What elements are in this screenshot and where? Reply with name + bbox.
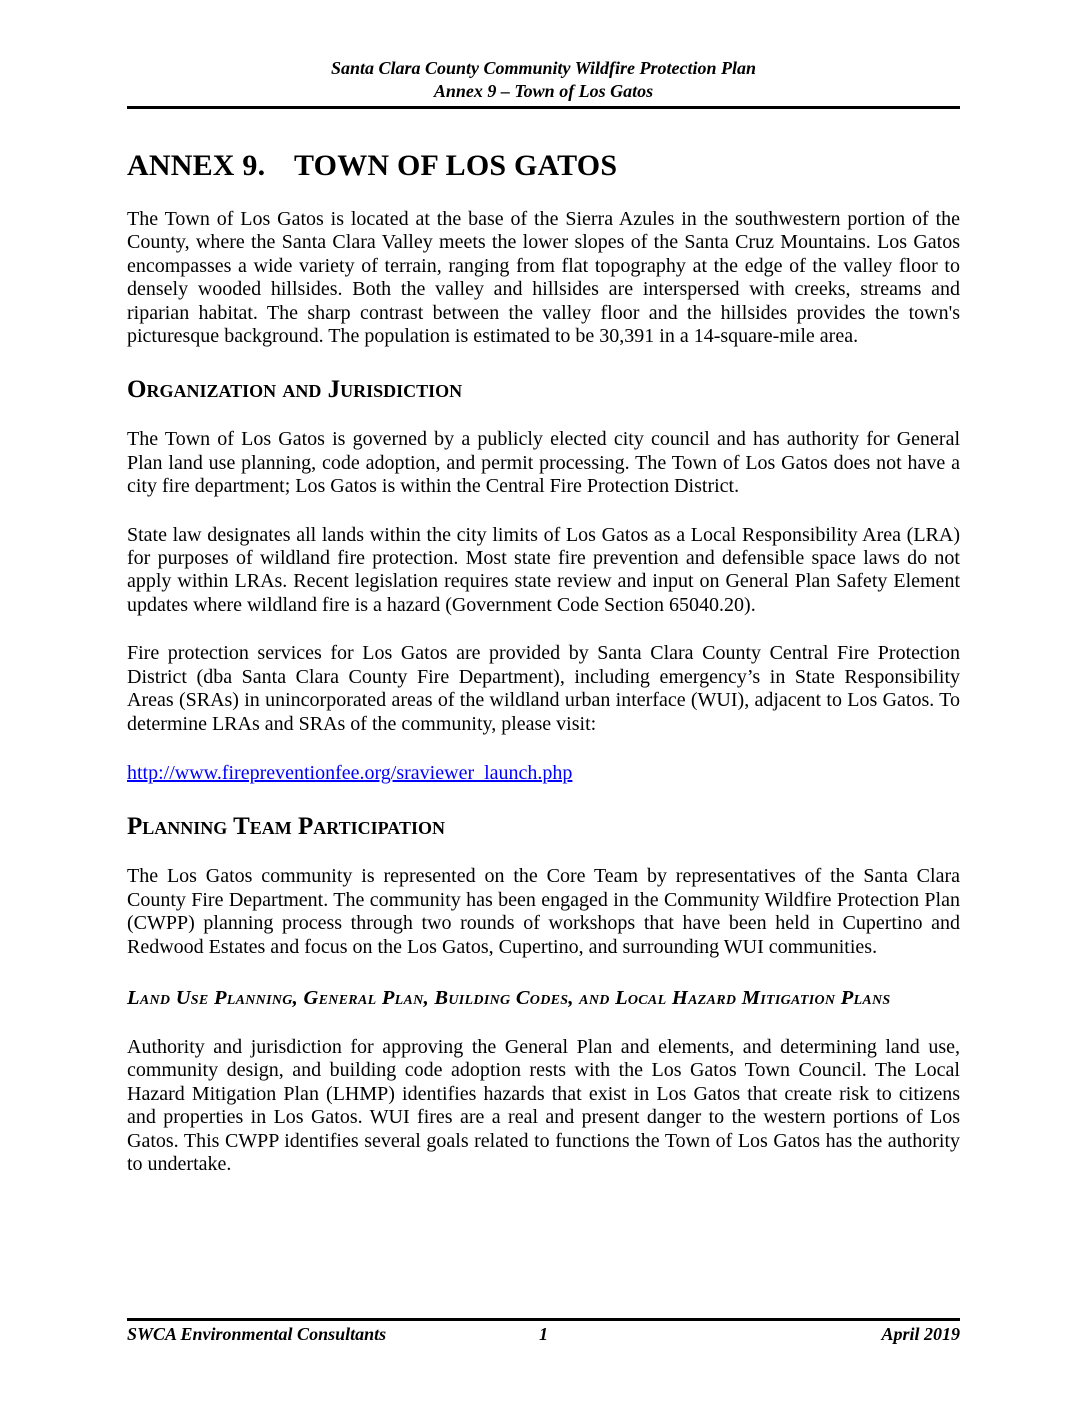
annex-title-text: TOWN OF LOS GATOS: [294, 149, 618, 182]
page-content: [127, 0, 960, 1176]
land-use-paragraph-1: Authority and jurisdiction for approving the General Plan and elements, and determining land use, community design, and building code adoption rests with the Los Gatos Town Council. The Local Hazard Mitigation Plan (LHMP) identifies hazards that exist in Los Gatos that create risk to citizens and properties in Los Gatos. WUI fires are a real and present danger to the western portions of Los Gatos. This CWPP identifies several goals related to functions the Town of Los Gatos has the authority to undertake.: [127, 1035, 960, 1175]
organization-paragraph-2: State law designates all lands within the city limits of Los Gatos as a Local Responsibility Area (LRA) for purposes of wildland fire protection. Most state fire prevention and defensible space laws do not apply within LRAs. Recent legislation requires state review and input on General Plan Safety Element updates where wildland fire is a hazard (Government Code Section 65040.20).: [127, 523, 960, 616]
header-line-2: Annex 9 – Town of Los Gatos: [433, 81, 654, 101]
page-header: [127, 0, 960, 109]
planning-paragraph-1: The Los Gatos community is represented on the Core Team by representatives of the Santa Clara County Fire Department. The community has been engaged in the Community Wildfire Protection Plan (CWPP) planning process through two rounds of workshops that have been held in Cupertino and Redwood Estates and focus on the Los Gatos, Cupertino, and surrounding WUI communities.: [127, 865, 960, 958]
sra-viewer-link[interactable]: http://www.firepreventionfee.org/sraviewer_launch.php: [127, 761, 573, 784]
section-heading-planning-team-participation: Planning Team Participation: [127, 813, 445, 841]
sra-viewer-link-line: [127, 762, 960, 785]
annex-title: [127, 149, 960, 183]
organization-paragraph-3: Fire protection services for Los Gatos are provided by Santa Clara County Central Fire Protection District (dba Santa Clara County Fire Department), including emergency’s in State Responsibility Areas (SRAs) in unincorporated areas of the wildland urban interface (WUI), adjacent to Los Gatos. To determine LRAs and SRAs of the community, please visit:: [127, 642, 960, 735]
intro-paragraph: The Town of Los Gatos is located at the base of the Sierra Azules in the southwestern portion of the County, where the Santa Clara Valley meets the lower slopes of the Santa Cruz Mountains. Los Gatos encompasses a wide variety of terrain, ranging from flat topography at the edge of the valley floor to densely wooded hillsides. Both the valley and hillsides are interspersed with creeks, streams and riparian habitat. The sharp contrast between the valley floor and the hillsides provides the town's picturesque background. The population is estimated to be 30,391 in a 14-square-mile area.: [127, 208, 960, 348]
organization-paragraph-1: The Town of Los Gatos is governed by a publicly elected city council and has authority for General Plan land use planning, code adoption, and permit processing. The Town of Los Gatos does not have a city fire department; Los Gatos is within the Central Fire Protection District.: [127, 428, 960, 498]
footer-date: April 2019: [881, 1324, 961, 1344]
header-line-1: Santa Clara County Community Wildfire Protection Plan: [330, 58, 757, 78]
section-heading-organization-and-jurisdiction: Organization and Jurisdiction: [127, 376, 463, 404]
subsection-heading-land-use-planning: Land Use Planning, General Plan, Building Codes, and Local Hazard Mitigation Plans: [127, 986, 891, 1009]
annex-number: ANNEX 9.: [127, 149, 266, 182]
footer-company: SWCA Environmental Consultants: [127, 1324, 387, 1344]
footer-page-number: 1: [539, 1324, 548, 1344]
page-footer: [127, 1318, 960, 1346]
